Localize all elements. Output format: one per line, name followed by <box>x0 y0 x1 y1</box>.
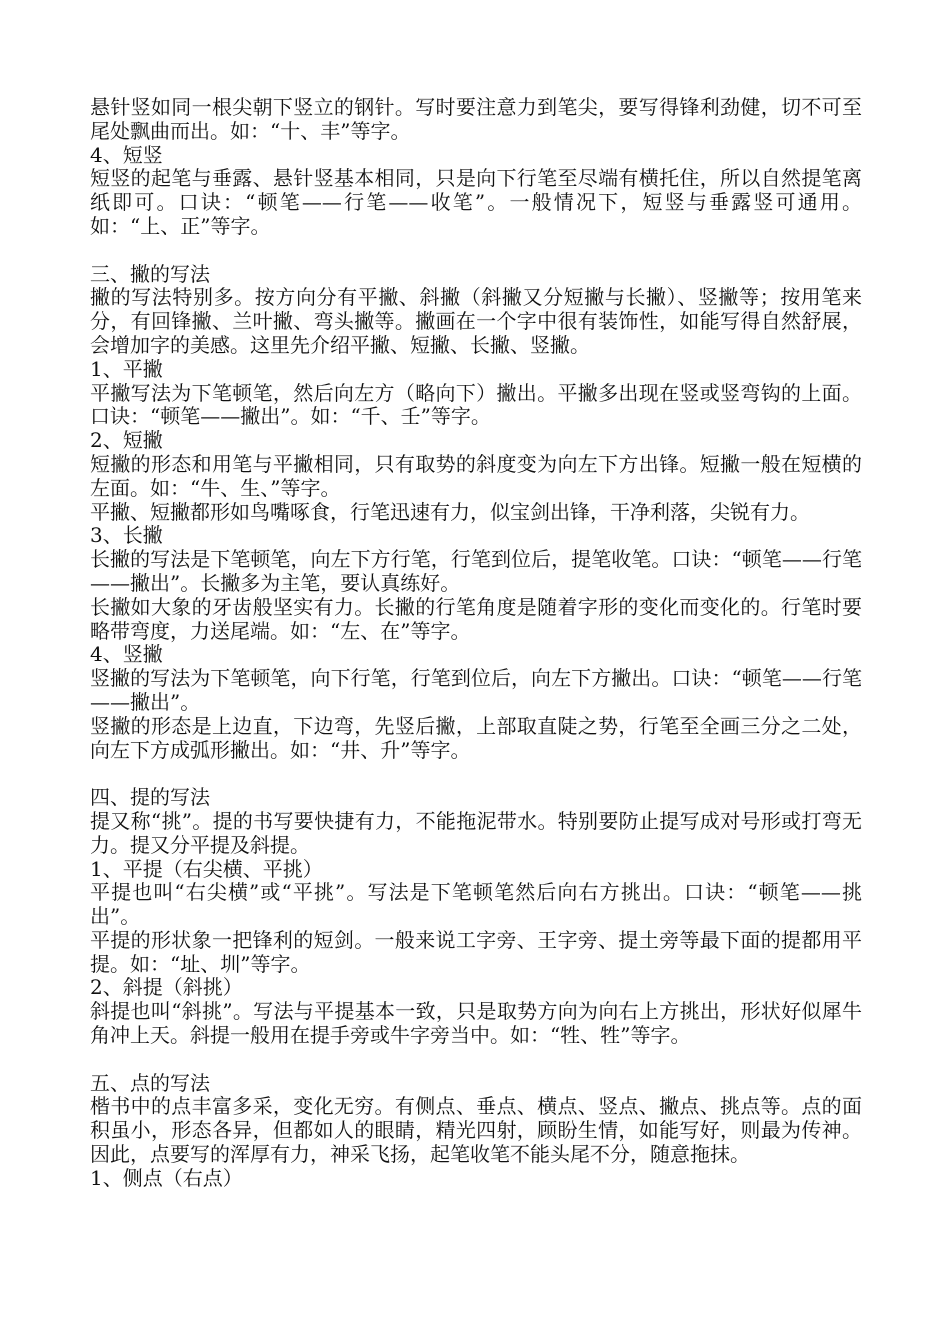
heading-ce-dian: 1、侧点（右点） <box>90 1165 243 1190</box>
paragraph-duan-shu: 短竖的起笔与垂露、悬针竖基本相同，只是向下行笔至尽端有横托住，所以自然提笔离纸即可。口诀：“顿笔——行笔——收笔”。一般情况下，短竖与垂露竖可通用。如：“上、正”等字。 <box>90 166 862 238</box>
document-page <box>90 96 862 1191</box>
paragraph-ti-intro: 提又称“挑”。提的书写要快捷有力，不能拖泥带水。特别要防止提写成对号形或打弯无力。提又分平提及斜提。 <box>90 808 862 857</box>
paragraph-xie-ti: 斜提也叫“斜挑”。写法与平提基本一致，只是取势方向为向右上方挑出，形状好似犀牛角冲上天。斜提一般用在提手旁或牛字旁当中。如：“牲、牲”等字。 <box>90 999 862 1048</box>
section-heading-pie: 三、撇的写法 <box>90 261 210 286</box>
section-heading-dian: 五、点的写法 <box>90 1070 210 1095</box>
heading-duan-pie: 2、短撇 <box>90 428 163 453</box>
paragraph-pie-intro: 撇的写法特别多。按方向分有平撇、斜撇（斜撇又分短撇与长撇）、竖撇等；按用笔来分，有回锋撇、兰叶撇、弯头撇等。撇画在一个字中很有装饰性，如能写得自然舒展，会增加字的美感。这里先介绍平撇、短撇、长撇、竖撇。 <box>90 285 862 357</box>
paragraph-ping-pie: 平撇写法为下笔顿笔，然后向左方（略向下）撇出。平撇多出现在竖或竖弯钩的上面。口诀：“顿笔——撇出”。如：“千、壬”等字。 <box>90 380 862 429</box>
blank-line <box>90 1048 862 1072</box>
paragraph-ping-ti-detail: 平提的形状象一把锋利的短剑。一般来说工字旁、王字旁、提土旁等最下面的提都用平提。如：“址、圳”等字。 <box>90 927 862 976</box>
heading-duan-shu: 4、短竖 <box>90 142 163 167</box>
paragraph-ping-ti: 平提也叫“右尖横”或“平挑”。写法是下笔顿笔然后向右方挑出。口诀：“顿笔——挑出”。 <box>90 880 862 929</box>
heading-xie-ti: 2、斜提（斜挑） <box>90 975 243 1000</box>
heading-ping-ti: 1、平提（右尖横、平挑） <box>90 856 323 881</box>
blank-line <box>90 239 862 263</box>
paragraph-xuanzhen-shu: 悬针竖如同一根尖朝下竖立的钢针。写时要注意力到笔尖，要写得锋利劲健，切不可至尾处飘曲而出。如：“十、丰”等字。 <box>90 95 862 143</box>
paragraph-shu-pie-detail: 竖撇的形态是上边直，下边弯，先竖后撇，上部取直陡之势，行笔至全画三分之二处，向左下方成弧形撇出。如：“井、升”等字。 <box>90 713 862 762</box>
heading-ping-pie: 1、平撇 <box>90 356 163 381</box>
paragraph-chang-pie: 长撇的写法是下笔顿笔，向左下方行笔，行笔到位后，提笔收笔。口诀：“顿笔——行笔——撇出”。长撇多为主笔，要认真练好。 <box>90 547 862 595</box>
heading-chang-pie: 3、长撇 <box>90 523 163 548</box>
paragraph-dian-intro: 楷书中的点丰富多采，变化无穷。有侧点、垂点、横点、竖点、撇点、挑点等。点的面积虽小，形态各异，但都如人的眼睛，精光四射，顾盼生情，如能写好，则最为传神。因此，点要写的浑厚有力，神采飞扬，起笔收笔不能头尾不分，随意拖抹。 <box>90 1094 862 1167</box>
blank-line <box>90 762 862 786</box>
paragraph-duan-pie: 短撇的形态和用笔与平撇相同，只有取势的斜度变为向左下方出锋。短撇一般在短横的左面。如：“牛、生、”等字。 <box>90 451 862 500</box>
section-heading-ti: 四、提的写法 <box>90 785 210 810</box>
heading-shu-pie: 4、竖撇 <box>90 642 163 667</box>
paragraph-chang-pie-detail: 长撇如大象的牙齿般坚实有力。长撇的行笔角度是随着字形的变化而变化的。行笔时要略带弯度，力送尾端。如：“左、在”等字。 <box>90 594 862 643</box>
paragraph-shu-pie: 竖撇的写法为下笔顿笔，向下行笔，行笔到位后，向左下方撇出。口诀：“顿笔——行笔——撇出”。 <box>90 666 862 714</box>
paragraph-pie-summary: 平撇、短撇都形如鸟嘴啄食，行笔迅速有力，似宝剑出锋，干净利落，尖锐有力。 <box>90 499 810 524</box>
